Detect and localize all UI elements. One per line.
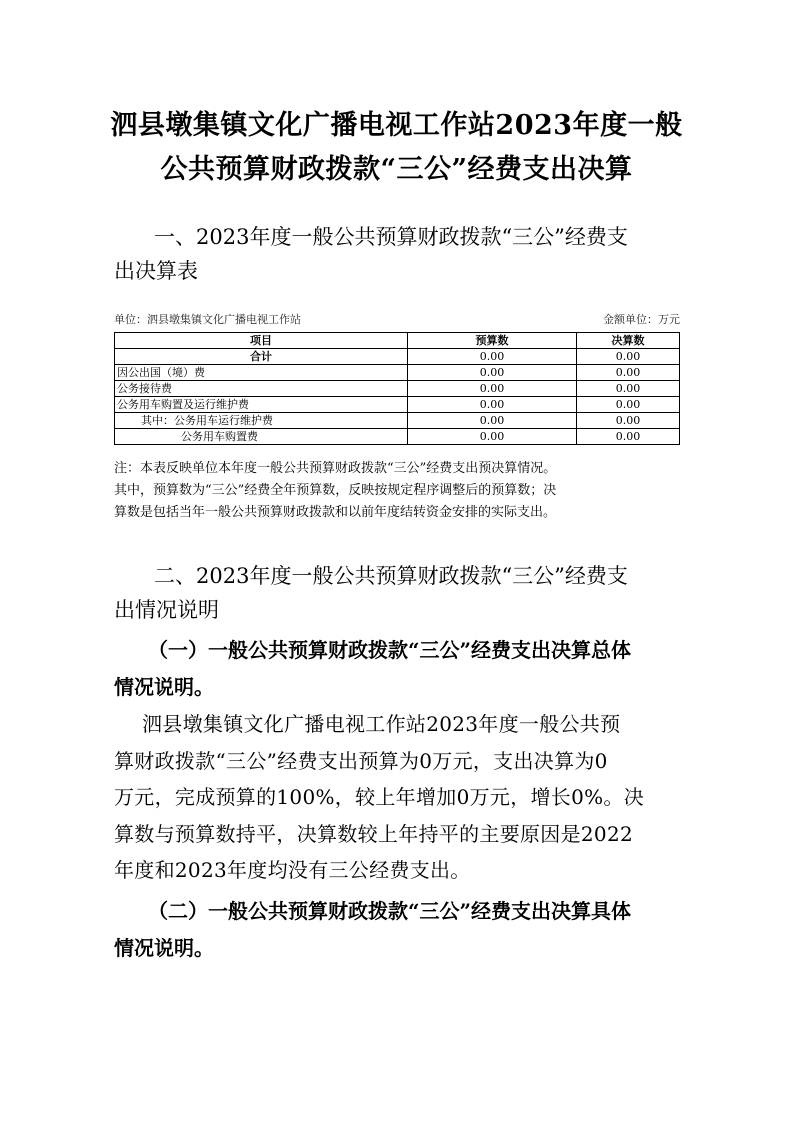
row-budget: 0.00 [408,381,577,397]
table-header-actual: 决算数 [577,333,680,349]
subsection-2-heading-line-2: 情况说明。 [114,936,214,960]
section-1-heading-line-1: 一、2023年度一般公共预算财政拨款“三公”经费支 [154,225,628,249]
overview-paragraph [114,706,686,889]
paragraph-line-4: 算数与预算数持平，决算数较上年持平的主要原因是2022 [114,821,633,846]
row-actual: 0.00 [577,413,680,429]
subsection-1-heading-line-2: 情况说明。 [114,675,214,699]
section-2-heading-line-1: 二、2023年度一般公共预算财政拨款“三公”经费支 [154,564,628,588]
table-unit-label: 单位：泗县墩集镇文化广播电视工作站 [114,313,301,326]
row-label: 其中：公务用车运行维护费 [115,413,408,429]
row-budget: 0.00 [408,429,577,445]
table-row [115,413,680,429]
row-actual: 0.00 [577,397,680,413]
row-actual: 0.00 [577,429,680,445]
section-1-heading-line-2: 出决算表 [114,259,198,283]
table-header-item: 项目 [115,333,408,349]
table-note-line-1: 注：本表反映单位本年度一般公共预算财政拨款“三公”经费支出预决算情况。 [114,461,557,476]
row-budget: 0.00 [408,349,577,365]
section-2-heading-line-2: 出情况说明 [114,598,219,622]
row-label: 合计 [115,349,408,365]
row-label: 公务接待费 [115,381,408,397]
table-note-line-3: 算数是包括当年一般公共预算财政拨款和以前年度结转资金安排的实际支出。 [114,505,557,520]
row-label: 公务用车购置及运行维护费 [115,397,408,413]
table-header-row [115,333,680,349]
table-row [115,349,680,365]
table-row [115,429,680,445]
subsection-1-heading [114,632,684,706]
paragraph-line-1: 泗县墩集镇文化广播电视工作站2023年度一般公共预 [142,712,621,736]
subsection-2-heading-line-1: （二）一般公共预算财政拨款“三公”经费支出决算具体 [148,899,632,923]
section-2-heading [114,559,684,627]
row-actual: 0.00 [577,365,680,381]
budget-table [114,332,680,445]
paragraph-line-3: 万元，完成预算的100%，较上年增加0万元，增长0%。决 [114,785,645,809]
section-1-heading [114,220,684,288]
row-actual: 0.00 [577,349,680,365]
table-amount-unit-label: 金额单位：万元 [603,313,680,326]
document-title-line-1: 泗县墩集镇文化广播电视工作站2023年度一般 [110,110,683,141]
table-row [115,365,680,381]
table-row [115,381,680,397]
document-title-line-2: 公共预算财政拨款“三公”经费支出决算 [160,154,633,185]
row-budget: 0.00 [408,397,577,413]
table-note-line-2: 其中，预算数为“三公”经费全年预算数，反映按规定程序调整后的预算数；决 [114,483,557,498]
row-budget: 0.00 [408,413,577,429]
table-row [115,397,680,413]
paragraph-line-2: 算财政拨款“三公”经费支出预算为0万元，支出决算为0 [114,748,608,773]
row-budget: 0.00 [408,365,577,381]
table-header-budget: 预算数 [408,333,577,349]
row-actual: 0.00 [577,381,680,397]
paragraph-line-5: 年度和2023年度均没有三公经费支出。 [114,858,471,882]
row-label: 公务用车购置费 [115,429,408,445]
subsection-2-heading [114,893,684,967]
table-note [114,458,686,524]
subsection-1-heading-line-1: （一）一般公共预算财政拨款“三公”经费支出决算总体 [148,638,632,662]
row-label: 因公出国（境）费 [115,365,408,381]
